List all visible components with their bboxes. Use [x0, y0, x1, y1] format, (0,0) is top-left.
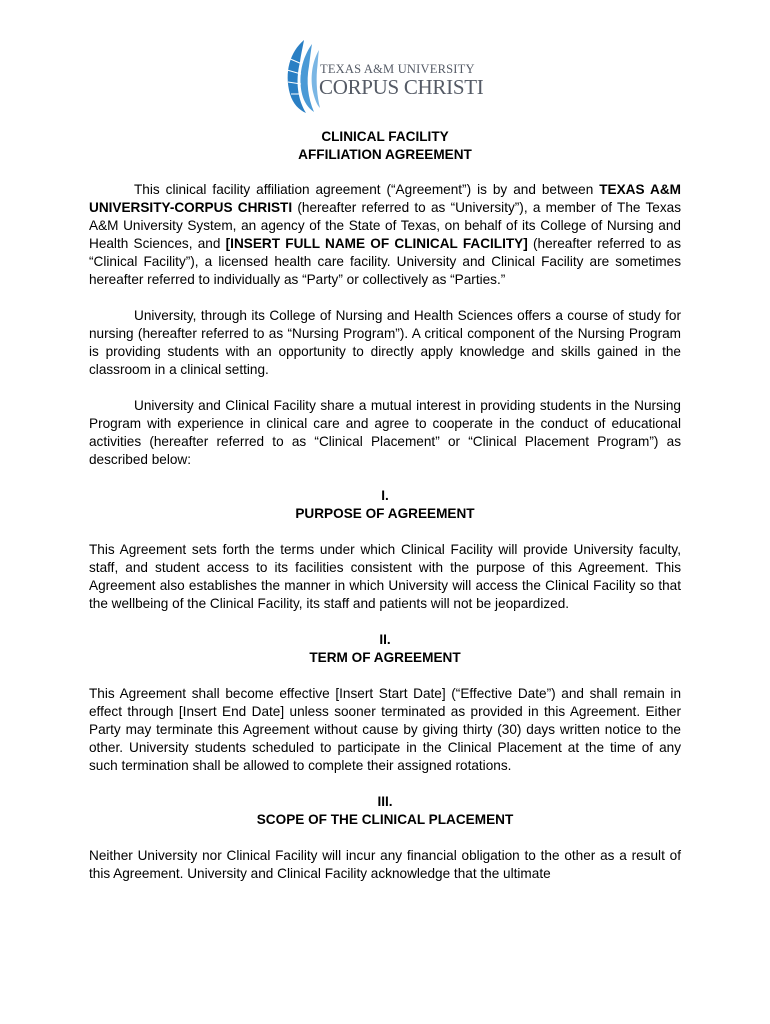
document-body: [89, 128, 681, 883]
section-3-body: Neither University nor Clinical Facility will incur any financial obligation to the other as a result of this Agreement. University and Clinical Facility acknowledge that the ultimate: [89, 848, 681, 881]
section-3-numeral: III.: [377, 794, 393, 809]
intro-paragraph-1: [89, 181, 681, 289]
section-2-numeral: II.: [379, 632, 391, 647]
section-2-body: This Agreement shall become effective [Insert Start Date] (“Effective Date”) and shall remain in effect through [Insert End Date] unless sooner terminated as provided in this Agreement. Either Party may terminate this Agreement without cause by giving thirty (30) days written notice to the other. University students scheduled to participate in the Clinical Placement at the time of any such termination shall be allowed to complete their assigned rotations.: [89, 686, 681, 773]
university-logo: [282, 38, 482, 114]
facility-name-placeholder: [INSERT FULL NAME OF CLINICAL FACILITY]: [225, 236, 528, 251]
section-3-heading: SCOPE OF THE CLINICAL PLACEMENT: [256, 812, 514, 827]
title-line-2: AFFILIATION AGREEMENT: [298, 147, 472, 162]
section-2-heading: TERM OF AGREEMENT: [309, 650, 461, 665]
section-1-numeral: I.: [381, 488, 389, 503]
logo-line-2: CORPUS CHRISTI: [319, 75, 484, 99]
intro-paragraph-3: University and Clinical Facility share a mutual interest in providing students in the Nursing Program with experience in clinical care and agree to cooperate in the conduct of educational activities (hereafter referred to as “Clinical Placement” or “Clinical Placement Program”) as described below:: [89, 398, 681, 467]
title-line-1: CLINICAL FACILITY: [321, 129, 449, 144]
logo-wing-icon: [282, 38, 322, 114]
section-1-heading: PURPOSE OF AGREEMENT: [295, 506, 475, 521]
logo-line-1: TEXAS A&M UNIVERSITY: [320, 62, 475, 76]
intro-paragraph-2: University, through its College of Nursing and Health Sciences offers a course of study for nursing (hereafter referred to as “Nursing Program”). A critical component of the Nursing Program is providing students with an opportunity to directly apply knowledge and skills gained in the classroom in a clinical setting.: [89, 308, 681, 377]
university-name: TEXAS A&M UNIVERSITY-CORPUS CHRISTI: [89, 182, 681, 215]
intro-p1-text-c: (hereafter referred to as “University”), a member of The Texas A&M University System, an agency of the State of Texas, on behalf of its College of Nursing and Health Sciences, and: [89, 200, 681, 251]
section-1-body: This Agreement sets forth the terms under which Clinical Facility will provide University faculty, staff, and student access to its facilities consistent with the purpose of this Agreement. This Agreement also establishes the manner in which University will access the Clinical Facility so that the wellbeing of the Clinical Facility, its staff and patients will not be jeopardized.: [89, 542, 681, 611]
intro-p1-text-e: (hereafter referred to as “Clinical Facility”), a licensed health care facility. University and Clinical Facility are sometimes hereafter referred to individually as “Party” or collectively as “Parties.”: [89, 236, 681, 287]
intro-p1-text-a: This clinical facility affiliation agreement (“Agreement”) is by and between: [134, 182, 600, 197]
